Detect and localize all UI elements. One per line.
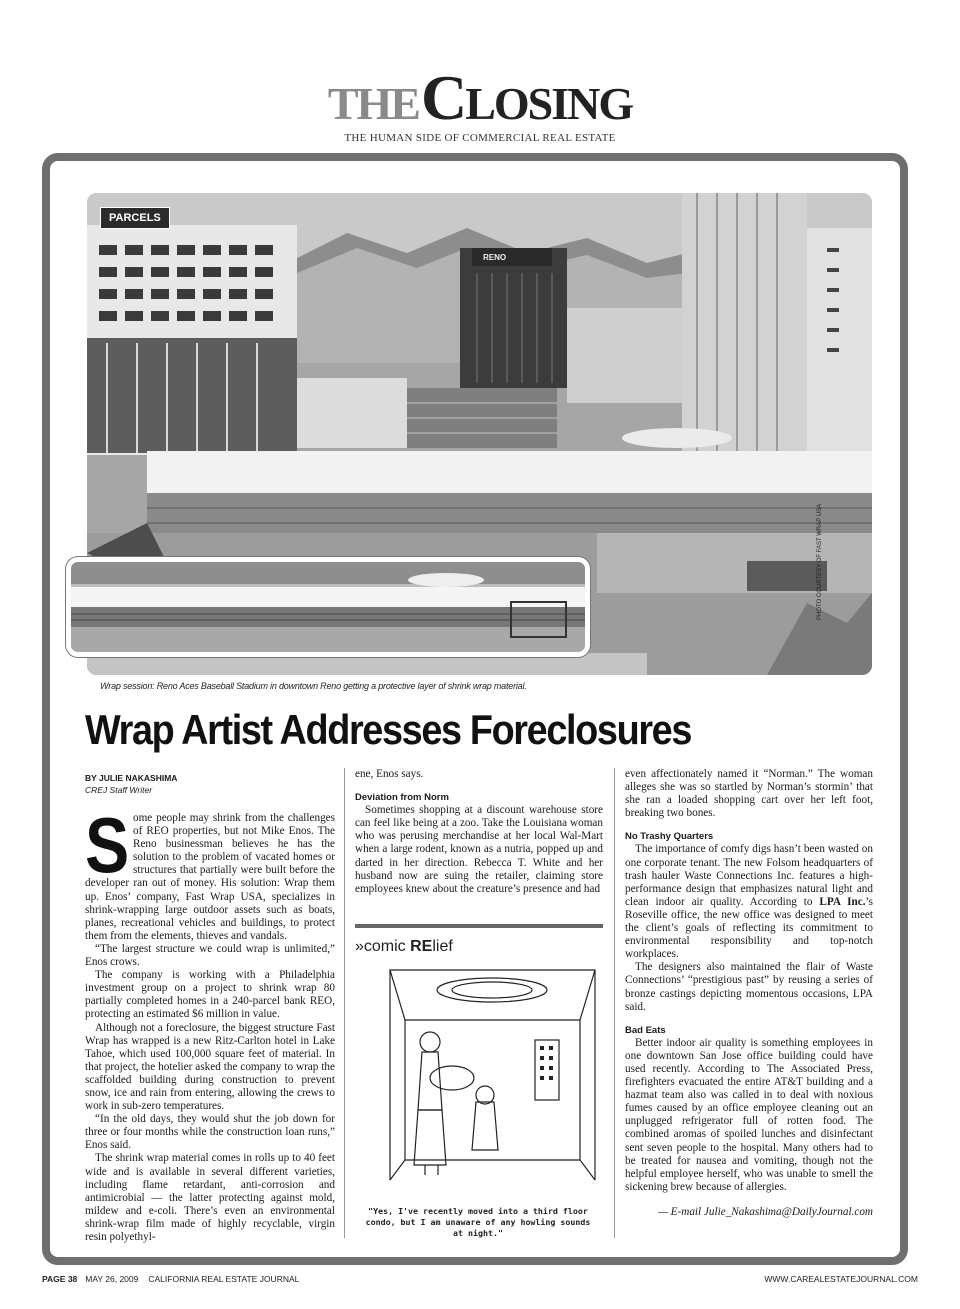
lead-paragraph-text: ome people may shrink from the challenges of REO properties, but not Mike Enos. The Reno businessman believes he has the solution to the problem of vacated homes or structures that partially were built before the developer ran out of money. His solution: Wrap them up. Enos’ company, Fast Wrap USA, specializes in shrink-wrapping large outdoor assets such as boats, planes, recreational vehicles and buildings, to protect them from the elements, thieves and vandals. <box>85 812 335 942</box>
issue-date: MAY 26, 2009 <box>85 1274 139 1284</box>
photo-inset-detail <box>66 557 590 657</box>
byline-role: CREJ Staff Writer <box>85 785 153 795</box>
article-column-3 <box>625 768 873 1219</box>
lead-paragraph <box>85 801 335 943</box>
subhead-deviation: Deviation from Norm <box>355 792 449 804</box>
article-column-1 <box>85 772 335 1244</box>
comic-divider-bar <box>355 924 603 928</box>
subhead-bad-eats: Bad Eats <box>625 1024 666 1036</box>
reno-sign: RENO <box>483 253 507 262</box>
photo-credit: PHOTO COURTESY OF FAST WRAP USA <box>817 503 823 620</box>
page-number: PAGE 38 <box>42 1274 78 1284</box>
subhead-trashy-quarters: No Trashy Quarters <box>625 831 714 843</box>
byline: BY JULIE NAKASHIMA <box>85 773 178 783</box>
paragraph-continued: ene, Enos says. <box>355 768 424 780</box>
footer-url: WWW.CAREALESTATEJOURNAL.COM <box>764 1274 918 1284</box>
paragraph: “In the old days, they would shut the job down for three or four months while the construction loan runs,” Enos said. <box>85 1113 335 1152</box>
paragraph: “The largest structure we could wrap is unlimited,” Enos crows. <box>85 942 335 969</box>
parcels-tag: PARCELS <box>100 207 170 229</box>
inset-stadium-detail <box>71 562 585 652</box>
paragraph: Sometimes shopping at a discount warehouse store can feel like being at a zoo. Take the Louisiana woman who was perusing merchandise at her local Wal-Mart when a large rodent, known as a nutria, popped up and darted in her direction. Rebecca T. White and her husband now are suing the retailer, claiming store employees knew about the creature’s presence and had <box>355 804 603 895</box>
elevator-cartoon <box>380 960 605 1192</box>
comic-relief-label <box>355 938 453 956</box>
publication-name: CALIFORNIA REAL ESTATE JOURNAL <box>148 1274 300 1284</box>
photo-caption: Wrap session: Reno Aces Baseball Stadium in downtown Reno getting a protective layer of shrink wrap material. <box>100 681 527 691</box>
comic-label-prefix: »comic <box>355 938 411 955</box>
paragraph: The shrink wrap material comes in rolls up to 40 feet wide and is available in several different varieties, including flame retardant, anti-corrosion and antimicrobial — the latter protecting against mold, mildew and e-coli. There’s even an environmental shrink-wrap film made of highly recyclable, virgin resin polyethyl- <box>85 1152 335 1243</box>
lpa-inc-bold: LPA Inc. <box>819 895 866 908</box>
masthead-closing-rest: LOSING <box>465 78 633 129</box>
paragraph-continued: even affectionately named it “Norman.” The woman alleges she was so startled by Norman’s stormin’ that she ran a loaded shopping cart over her left foot, breaking two bones. <box>625 768 873 820</box>
masthead-subtitle: THE HUMAN SIDE OF COMMERCIAL REAL ESTATE <box>344 132 616 144</box>
paragraph: The designers also maintained the flair of Waste Connections’ “prestigious past” by reusing a series of bronze castings depicting momentous occasions, LPA said. <box>625 961 873 1013</box>
article-column-2 <box>355 768 603 896</box>
author-email-signoff: — E-mail Julie_Nakashima@DailyJournal.com <box>657 1205 873 1218</box>
column-divider <box>614 768 615 1238</box>
masthead-the: THE <box>327 78 419 129</box>
comic-illustration <box>380 960 605 1192</box>
drop-cap: S <box>85 801 130 889</box>
column-divider <box>344 768 345 1238</box>
masthead-title <box>0 62 960 133</box>
paragraph: Better indoor air quality is something employees in one downtown San Jose office building could have used recently. According to The Associated Press, firefighters evacuated the entire AT&T building and a hazmat team also was called in to deal with noxious fumes caused by an office employee cleaning out an unplugged refrigerator full of rotten food. The combined aromas of spoiled lunches and disinfectant sent seven people to the hospital. Many others had to be treated for nausea and vomiting, though not the helpful employee herself, who was unable to smell the sickening brew because of allergies. <box>625 1036 873 1193</box>
masthead <box>0 62 960 144</box>
comic-label-suffix: lief <box>432 938 453 955</box>
masthead-closing-cap: C <box>420 62 466 133</box>
paragraph <box>625 843 873 961</box>
paragraph: Although not a foreclosure, the biggest structure Fast Wrap has wrapped is a new Ritz-Carlton hotel in Lake Tahoe, which used 100,000 square feet of material. In that project, the hotelier asked the company to wrap the scaffolded building during construction to prevent snow, ice and rain from entering, allowing the crews to work in sub-zero temperatures. <box>85 1021 335 1113</box>
paragraph-text: The importance of comfy digs hasn’t been wasted on one corporate tenant. The new Folsom headquarters of trash hauler Waste Connections Inc. features a high-performance design that emphasizes natural light and clean indoor air quality. According to <box>625 843 873 908</box>
comic-caption: "Yes, I've recently moved into a third floor condo, but I am unaware of any howling sounds at night." <box>365 1206 591 1238</box>
comic-label-bold: RE <box>410 938 433 955</box>
paragraph-text: ’s Roseville office, the new office was designed to meet the client’s goals of reflecting its commitment to environmental responsibility and top-notch workplaces. <box>625 895 873 961</box>
paragraph: The company is working with a Philadelphia investment group on a project to shrink wrap 80 partially completed homes in a 240-parcel bank REO, protecting an estimated $6 million in value. <box>85 969 335 1021</box>
footer-left <box>42 1274 309 1284</box>
article-headline: Wrap Artist Addresses Foreclosures <box>85 706 692 753</box>
